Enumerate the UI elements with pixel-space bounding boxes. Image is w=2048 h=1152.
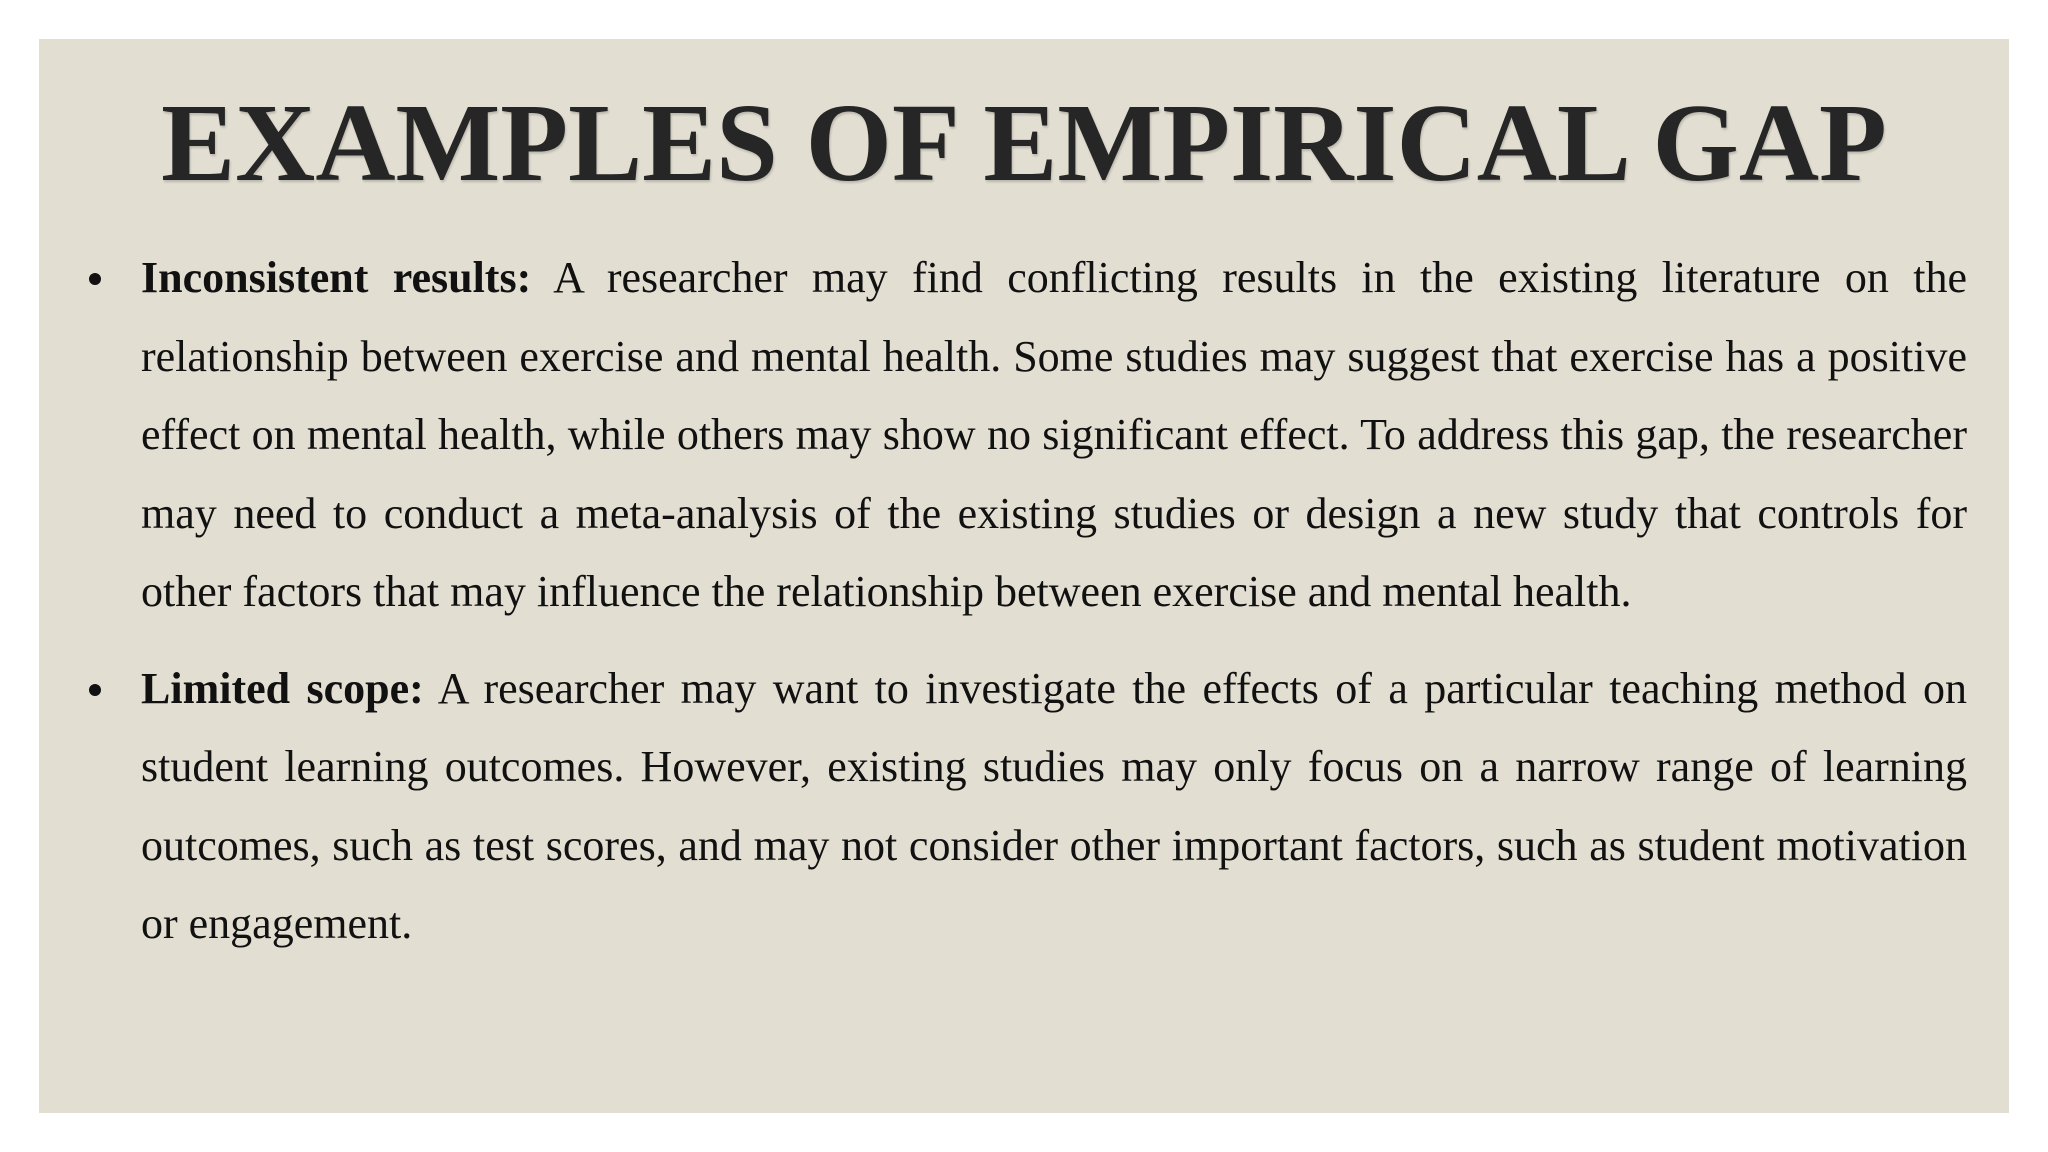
bullet-text: A researcher may want to investigate the effects of a particular teaching method on student learning outcomes. However, existing studies may only focus on a narrow range of learning outcomes, such as test scores, and may not consider other important factors, such as student motivation or engagement. — [141, 663, 1967, 948]
bullet-text: A researcher may find conflicting results in the existing literature on the relationship between exercise and mental health. Some studies may suggest that exercise has a positive effect on mental health, while others may show no significant effect. To address this gap, the researcher may need to conduct a meta-analysis of the existing studies or design a new study that controls for other factors that may influence the relationship between exercise and mental health. — [141, 253, 1967, 616]
slide — [39, 39, 2009, 1113]
bullet-term: Limited scope: — [141, 663, 424, 713]
bullet-item-inconsistent-results — [141, 239, 1967, 632]
bullet-icon — [89, 684, 101, 696]
bullet-list — [141, 239, 1967, 982]
bullet-item-limited-scope — [141, 650, 1967, 964]
bullet-term: Inconsistent results: — [141, 253, 532, 302]
bullet-icon — [89, 273, 101, 285]
slide-title: EXAMPLES OF EMPIRICAL GAP — [161, 82, 1887, 205]
